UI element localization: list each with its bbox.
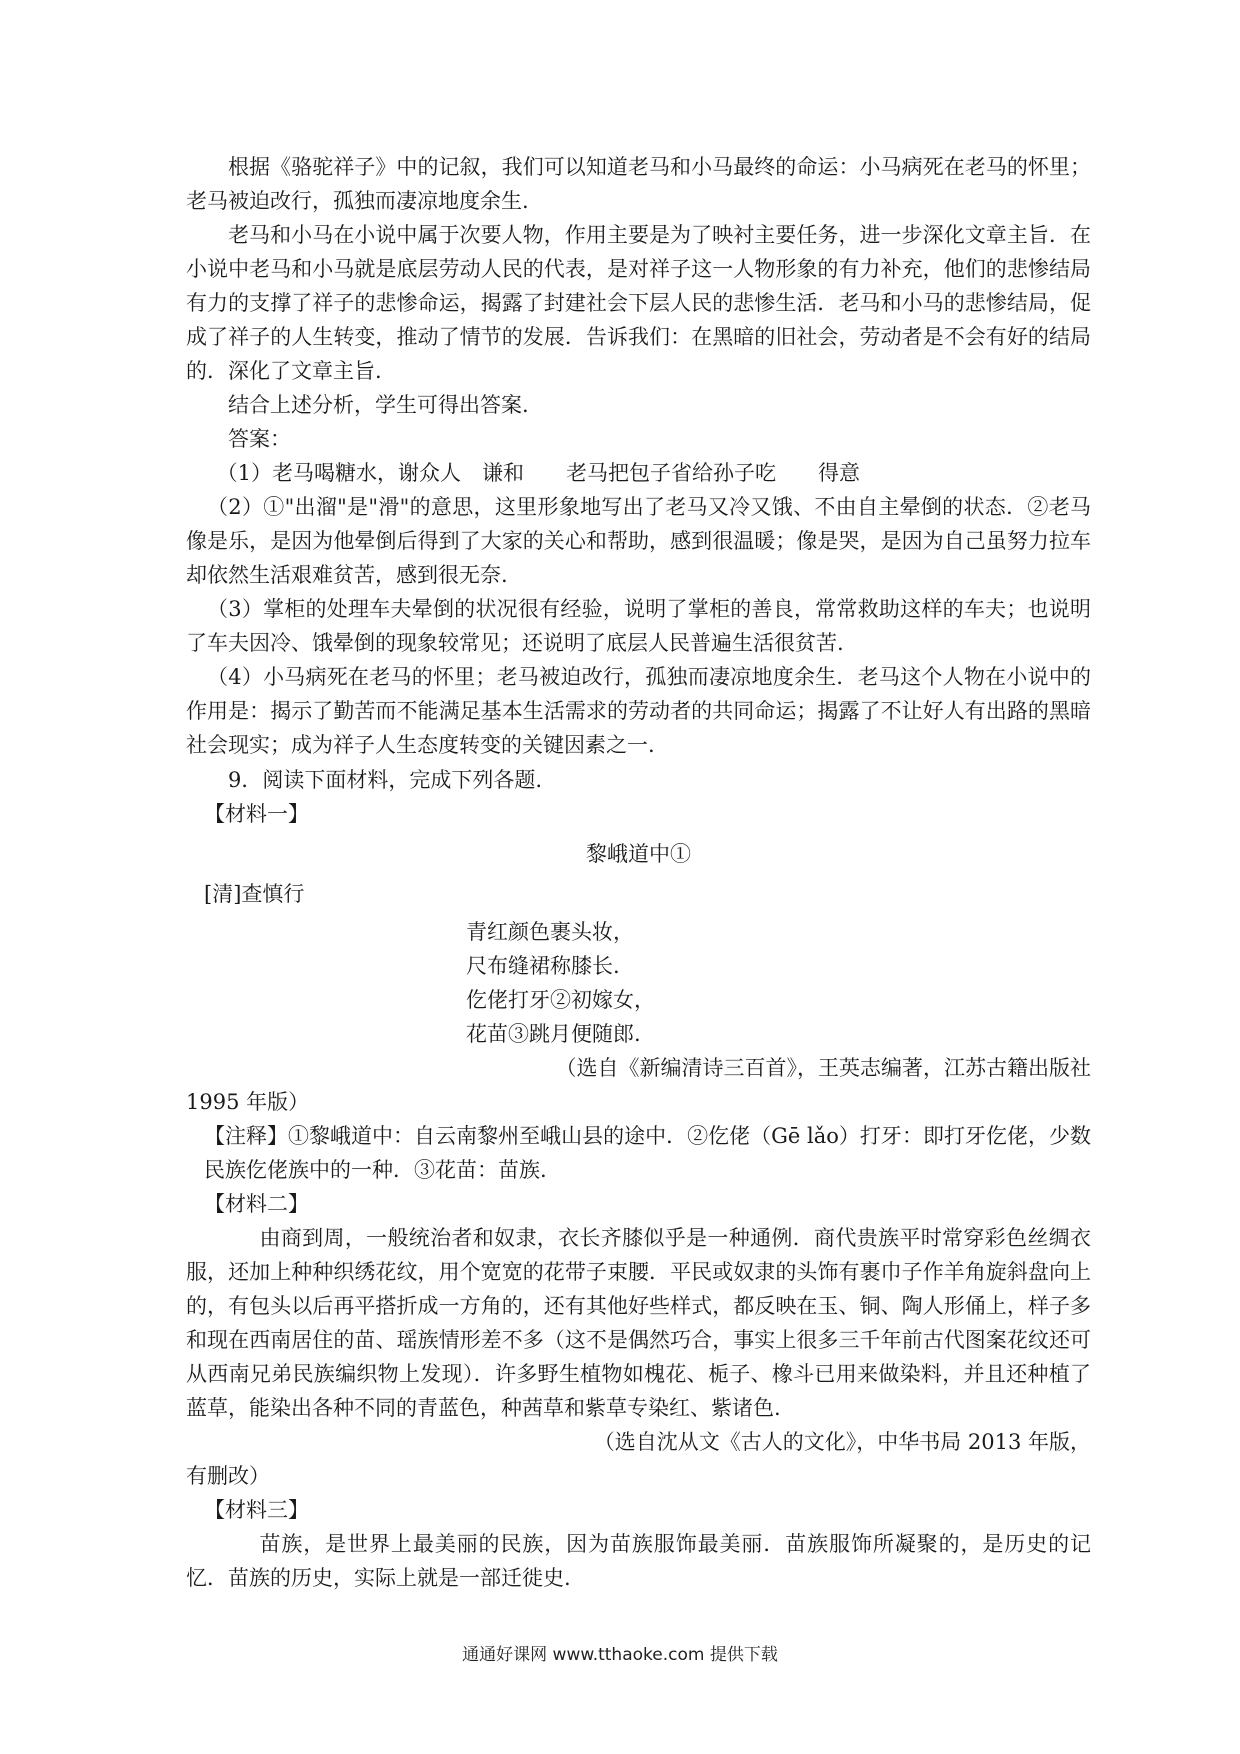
poem-source: （选自《新编清诗三百首》，王英志编著，江苏古籍出版社 bbox=[555, 1056, 1091, 1080]
analysis-paragraph-1: 根据《骆驼祥子》中的记叙，我们可以知道老马和小马最终的命运：小马病死在老马的怀里；老马被迫改行，孤独而凄凉地度余生. bbox=[186, 155, 1091, 213]
poem-title: 黎峨道中① bbox=[586, 842, 691, 866]
poem-body bbox=[186, 915, 1091, 1051]
answer-3: （3）掌柜的处理车夫晕倒的状况很有经验，说明了掌柜的善良，常常救助这样的车夫；也说明了车夫因冷、饿晕倒的现象较常见；还说明了底层人民普遍生活很贫苦. bbox=[186, 597, 1091, 655]
poem-line: 花苗③跳月便随郎. bbox=[466, 1022, 641, 1046]
question-9-section bbox=[186, 763, 1091, 1595]
material-2-source: （选自沈从文《古人的文化》，中华书局 2013 年版， bbox=[593, 1430, 1091, 1454]
material-2-label: 【材料二】 bbox=[204, 1192, 309, 1216]
poem-line: 尺布缝裙称膝长. bbox=[466, 954, 620, 978]
material-1-label: 【材料一】 bbox=[204, 802, 309, 826]
analysis-paragraph-2: 老马和小马在小说中属于次要人物，作用主要是为了映衬主要任务，进一步深化文章主旨．在小说中老马和小马就是底层劳动人民的代表，是对祥子这一人物形象的有力补充，他们的悲惨结局有力的支撑了祥子的悲惨命运，揭露了封建社会下层人民的悲惨生活．老马和小马的悲惨结局，促成了祥子的人生转变，推动了情节的发展．告诉我们：在黑暗的旧社会，劳动者是不会有好的结局的．深化了文章主旨. bbox=[186, 223, 1091, 383]
poem-source-year: 1995 年版） bbox=[186, 1090, 310, 1114]
analysis-section bbox=[186, 150, 1091, 762]
material-3-label: 【材料三】 bbox=[204, 1498, 309, 1522]
answer-4: （4）小马病死在老马的怀里；老马被迫改行，孤独而凄凉地度余生．老马这个人物在小说中的作用是：揭示了勤苦而不能满足基本生活需求的劳动者的共同命运；揭露了不让好人有出路的黑暗社会现实；成为祥子人生态度转变的关键因素之一. bbox=[186, 665, 1091, 757]
poem-line: 青红颜色裹头妆， bbox=[466, 920, 634, 944]
material-2-source-end: 有删改） bbox=[186, 1464, 270, 1488]
poem-line: 仡佬打牙②初嫁女， bbox=[466, 988, 655, 1012]
material-3-text: 苗族，是世界上最美丽的民族，因为苗族服饰最美丽．苗族服饰所凝聚的，是历史的记忆．苗族的历史，实际上就是一部迁徙史. bbox=[186, 1532, 1091, 1590]
page-footer: 通通好课网 www.tthaoke.com 提供下载 bbox=[462, 1645, 778, 1665]
poem-notes: 【注释】①黎峨道中：自云南黎州至峨山县的途中．②仡佬（Gē lǎo）打牙：即打牙仡佬，少数民族仡佬族中的一种．③花苗：苗族. bbox=[204, 1124, 1091, 1182]
analysis-paragraph-3: 结合上述分析，学生可得出答案. bbox=[228, 393, 529, 417]
answer-1: （1）老马喝糖水，谢众人 谦和 老马把包子省给孙子吃 得意 bbox=[216, 461, 860, 485]
answer-label: 答案： bbox=[228, 427, 291, 451]
answer-2: （2）①"出溜"是"滑"的意思，这里形象地写出了老马又冷又饿、不由自主晕倒的状态．②老马像是乐，是因为他晕倒后得到了大家的关心和帮助，感到很温暖；像是哭，是因为自己虽努力拉车却依然生活艰难贫苦，感到很无奈. bbox=[186, 495, 1091, 587]
question-prompt: 9．阅读下面材料，完成下列各题. bbox=[228, 768, 543, 792]
material-2-text: 由商到周，一般统治者和奴隶，衣长齐膝似乎是一种通例．商代贵族平时常穿彩色丝绸衣服，还加上种种织绣花纹，用个宽宽的花带子束腰．平民或奴隶的头饰有裹巾子作羊角旋斜盘向上的，有包头以后再平搭折成一方角的，还有其他好些样式，都反映在玉、铜、陶人形俑上，样子多和现在西南居住的苗、瑶族情形差不多（这不是偶然巧合，事实上很多三千年前古代图案花纹还可从西南兄弟民族编织物上发现）．许多野生植物如槐花、栀子、橡斗已用来做染料，并且还种植了蓝草，能染出各种不同的青蓝色，种茜草和紫草专染红、紫诸色. bbox=[186, 1226, 1091, 1420]
poem-author: [清]查慎行 bbox=[204, 882, 305, 906]
